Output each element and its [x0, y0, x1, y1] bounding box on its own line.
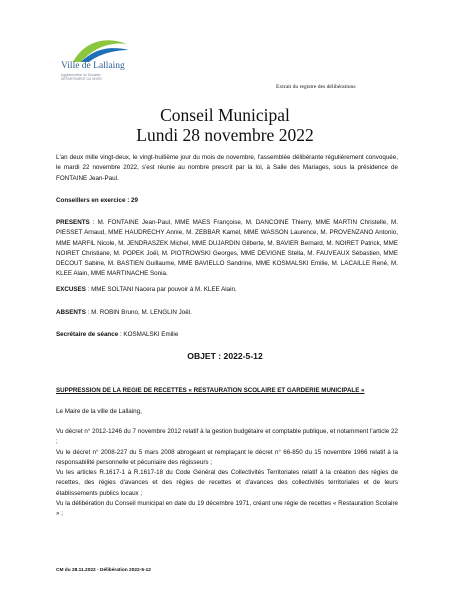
secretaire-paragraph	[56, 330, 398, 340]
considerant-item: Vu décret n° 2012-1246 du 7 novembre 2012 relatif à la gestion budgétaire et comptable publique, et notamment l'article 22 ;	[56, 428, 398, 446]
meeting-date: Lundi 28 novembre 2022	[136, 125, 314, 145]
excuses-paragraph	[56, 285, 398, 295]
considerant-item: Vu la délibération du Conseil municipal en date du 19 décembre 1971, créant une régie de recettes « Restauration Scolaire » ;	[56, 500, 398, 518]
considerant-item: Vu le décret n° 2008-227 du 5 mars 2008 abrogeant et remplaçant le décret n° 66-850 du 15 novembre 1966 relatif à la responsabilité personnelle et pécuniaire des régisseurs ;	[56, 448, 398, 466]
objet-heading: OBJET : 2022-5-12	[187, 351, 263, 361]
presents-paragraph	[56, 218, 398, 280]
excuses-list: : MME SOLTANI Nacera par pouvoir à M. KLEE Alain.	[85, 286, 237, 293]
secretaire-name: : KOSMALSKI Emilie	[118, 331, 179, 338]
absents-label: ABSENTS	[56, 309, 86, 316]
logo-tagline-2: DÉPARTEMENT DU NORD	[61, 77, 102, 81]
maire-line: Le Maire de la ville de Lallaing,	[56, 408, 142, 415]
extract-label: Extrait du registre des délibérations	[276, 84, 356, 90]
considerants-block	[56, 427, 398, 520]
town-logo	[55, 36, 135, 92]
excuses-label: EXCUSES	[56, 286, 86, 293]
subject-heading: SUPPRESSION DE LA REGIE DE RECETTES « RESTAURATION SCOLAIRE ET GARDERIE MUNICIPALE »	[56, 387, 365, 394]
considerant-item: Vu les articles R.1617-1 à R.1617-18 du Code Général des Collectivités Territoriales relatif à la création des régies de recettes, des régies d'avances et des régies de recettes et d'avances des collectivités territoriales et de leurs établissements publics locaux ;	[56, 469, 398, 497]
presents-list: : M. FONTAINE Jean-Paul, MME MAES Françoise, M. DANCOINE Thierry, MME MARTIN Christelle, M. PIESSET Arnaud, MME HAUDRECHY Annie, M. ZEBBAR Kamel, MME WASSON Laurence, M. PROVENZANO Antonio, MME MARFIL Nicole, M. JENDRASZEK Michel, MME DUJARDIN Gilberte, M. BAVIER Bernard, M. NOIRET Patrick, MME NOIRET Christiane, M. POPEK Joël, M. PIOTROWSKI Georges, MME DEVIGNE Stella, M. FAUVEAUX Sébastien, MME DECOUT Sabine, M. BASTIEN Guillaume, MME BAVIELLO Sandrine, MME KOSMALSKI Emilie, M. LACAILLE René, M. KLEE Alain, MME MARTINACHE Sonia.	[56, 219, 398, 278]
absents-paragraph	[56, 308, 398, 318]
presents-label: PRESENTS	[56, 219, 90, 226]
page-footer: CM du 28.11.2022 - Délibération 2022-5-12	[56, 568, 151, 573]
conseillers-count: Conseillers en exercice : 29	[56, 197, 138, 204]
secretaire-label: Secrétaire de séance	[56, 331, 119, 338]
intro-paragraph: L'an deux mille vingt-deux, le vingt-huitième jour du mois de novembre, l'assemblée délibérante régulièrement convoquée, le mardi 22 novembre 2022, s'est réunie au nombre prescrit par la loi, à Salle des Mariages, sous la présidence de FONTAINE Jean-Paul.	[56, 154, 398, 182]
logo-tagline-1: Agglomération du Douaisis	[61, 73, 101, 77]
absents-list: : M. ROBIN Bruno, M. LENGLIN Joël.	[85, 309, 192, 316]
logo-name: Ville de Lallaing	[61, 61, 125, 71]
page-title: Conseil Municipal	[160, 105, 290, 125]
